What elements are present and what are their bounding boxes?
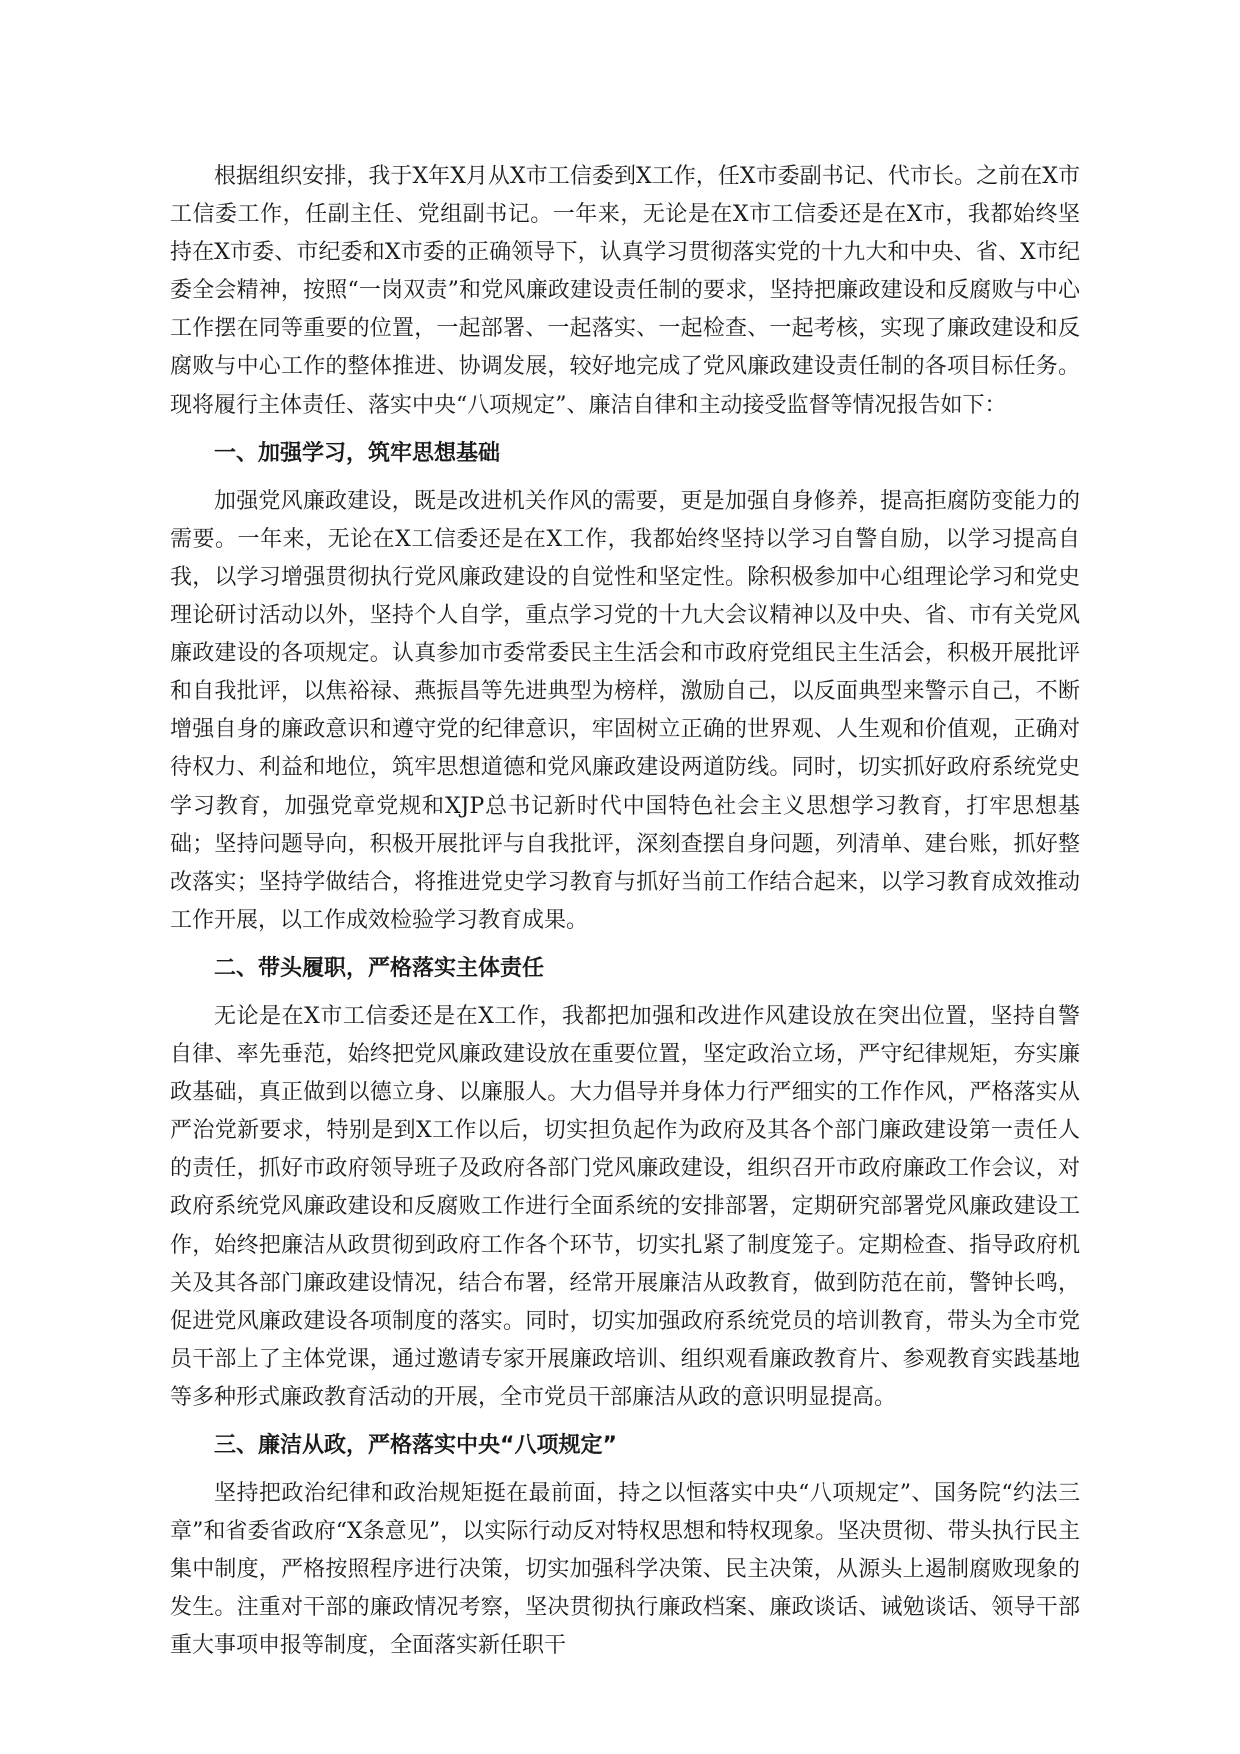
- section-1-body: 加强党风廉政建设，既是改进机关作风的需要，更是加强自身修养，提高拒腐防变能力的需要。一年来，无论在X工信委还是在X工作，我都始终坚持以学习自警自励，以学习提高自我，以学习增强贯彻执行党风廉政建设的自觉性和坚定性。除积极参加中心组理论学习和党史理论研讨活动以外，坚持个人自学，重点学习党的十九大会议精神以及中央、省、市有关党风廉政建设的各项规定。认真参加市委常委民主生活会和市政府党组民主生活会，积极开展批评和自我批评，以焦裕禄、燕振昌等先进典型为榜样，激励自己，以反面典型来警示自己，不断增强自身的廉政意识和遵守党的纪律意识，牢固树立正确的世界观、人生观和价值观，正确对待权力、利益和地位，筑牢思想道德和党风廉政建设两道防线。同时，切实抓好政府系统党史学习教育，加强党章党规和XJP总书记新时代中国特色社会主义思想学习教育，打牢思想基础；坚持问题导向，积极开展批评与自我批评，深刻查摆自身问题，列清单、建台账，抓好整改落实；坚持学做结合，将推进党史学习教育与抓好当前工作结合起来，以学习教育成效推动工作开展，以工作成效检验学习教育成果。: [170, 488, 1080, 933]
- document-page: [170, 158, 1080, 1676]
- section-2-heading: 二、带头履职，严格落实主体责任: [214, 955, 545, 981]
- section-2-body: 无论是在X市工信委还是在X工作，我都把加强和改进作风建设放在突出位置，坚持自警自律、率先垂范，始终把党风廉政建设放在重要位置，坚定政治立场，严守纪律规矩，夯实廉政基础，真正做到以德立身、以廉服人。大力倡导并身体力行严细实的工作作风，严格落实从严治党新要求，特别是到X工作以后，切实担负起作为政府及其各个部门廉政建设第一责任人的责任，抓好市政府领导班子及政府各部门党风廉政建设，组织召开市政府廉政工作会议，对政府系统党风廉政建设和反腐败工作进行全面系统的安排部署，定期研究部署党风廉政建设工作，始终把廉洁从政贯彻到政府工作各个环节，切实扎紧了制度笼子。定期检查、指导政府机关及其各部门廉政建设情况，结合布署，经常开展廉洁从政教育，做到防范在前，警钟长鸣，促进党风廉政建设各项制度的落实。同时，切实加强政府系统党员的培训教育，带头为全市党员干部上了主体党课，通过邀请专家开展廉政培训、组织观看廉政教育片、参观教育实践基地等多种形式廉政教育活动的开展，全市党员干部廉洁从政的意识明显提高。: [170, 1003, 1080, 1410]
- section-1-heading: 一、加强学习，筑牢思想基础: [214, 440, 501, 466]
- intro-paragraph: 根据组织安排，我于X年X月从X市工信委到X工作，任X市委副书记、代市长。之前在X市工信委工作，任副主任、党组副书记。一年来，无论是在X市工信委还是在X市，我都始终坚持在X市委、市纪委和X市委的正确领导下，认真学习贯彻落实党的十九大和中央、省、X市纪委全会精神，按照“一岗双责”和党风廉政建设责任制的要求，坚持把廉政建设和反腐败与中心工作摆在同等重要的位置，一起部署、一起落实、一起检查、一起考核，实现了廉政建设和反腐败与中心工作的整体推进、协调发展，较好地完成了党风廉政建设责任制的各项目标任务。现将履行主体责任、落实中央“八项规定”、廉洁自律和主动接受监督等情况报告如下：: [170, 164, 1080, 418]
- section-3-heading: 三、廉洁从政，严格落实中央“八项规定”: [214, 1433, 617, 1458]
- section-3-body: 坚持把政治纪律和政治规矩挺在最前面，持之以恒落实中央“八项规定”、国务院“约法三章”和省委省政府“X条意见”，以实际行动反对特权思想和特权现象。坚决贯彻、带头执行民主集中制度，严格按照程序进行决策，切实加强科学决策、民主决策，从源头上遏制腐败现象的发生。注重对干部的廉政情况考察，坚决贯彻执行廉政档案、廉政谈话、诫勉谈话、领导干部重大事项申报等制度，全面落实新任职干: [170, 1481, 1080, 1659]
